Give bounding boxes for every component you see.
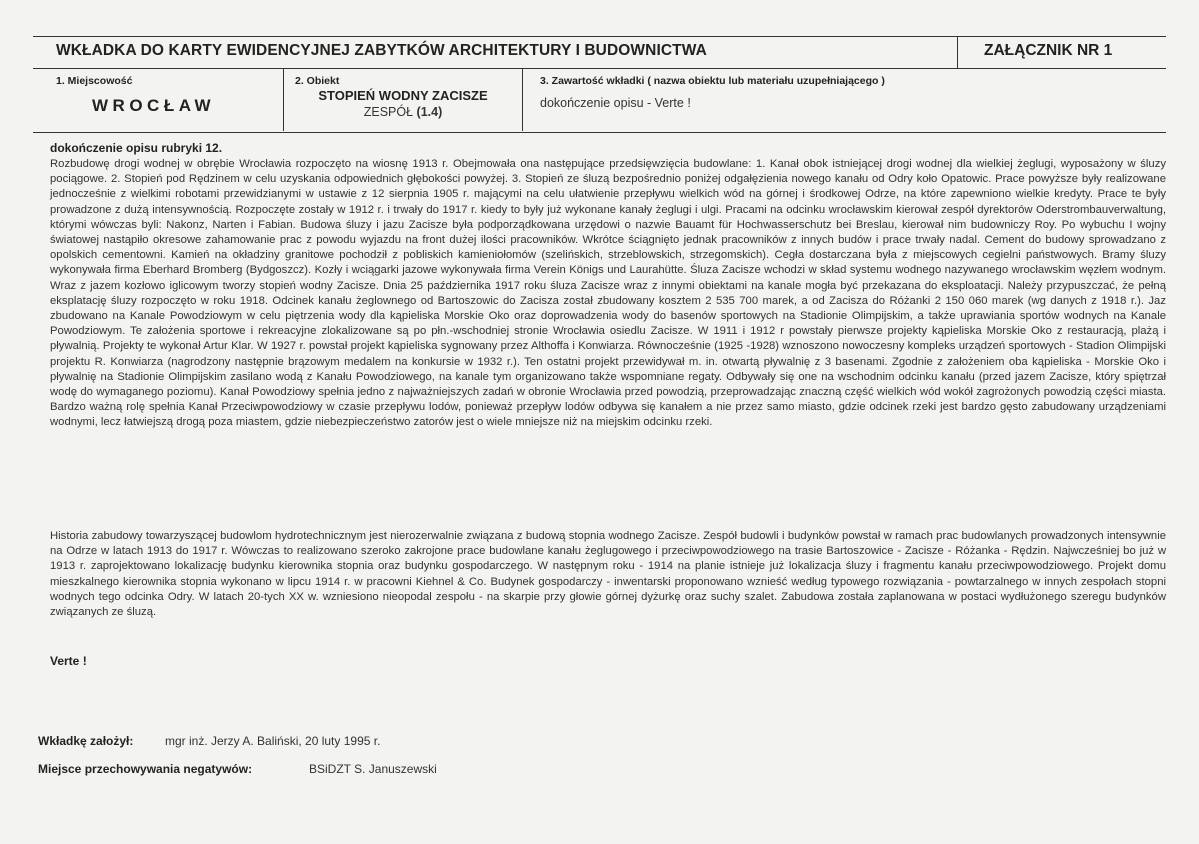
verte-note: Verte ! bbox=[50, 654, 87, 668]
location-value: WROCŁAW bbox=[92, 96, 216, 115]
header-divider bbox=[957, 36, 958, 69]
object-sub bbox=[290, 105, 516, 119]
annex-number: ZAŁĄCZNIK NR 1 bbox=[984, 42, 1113, 59]
location-label: 1. Miejscowość bbox=[56, 75, 133, 87]
author-value: mgr inż. Jerzy A. Baliński, 20 luty 1995 r. bbox=[165, 734, 381, 748]
object-name: STOPIEŃ WODNY ZACISZE bbox=[318, 88, 488, 103]
rubric-heading: dokończenie opisu rubryki 12. bbox=[50, 141, 223, 155]
object-number: (1.4) bbox=[416, 105, 443, 119]
field-divider-1 bbox=[283, 68, 284, 131]
object-sub-text: ZESPÓŁ bbox=[363, 105, 414, 119]
description-paragraph-1: Rozbudowę drogi wodnej w obrębie Wrocławia rozpoczęto na wiosnę 1913 r. Obejmowała ona następujące przedsięwzięcia budowlane: 1. Kanał obok istniejącej drogi wodnej dla wielkiej żeglugi, wyposażony w śluzy pociągowe. 2. Stopień pod Rędzinem w celu uzyskania odpowiednich głębokości powyżej. 3. Stopień ze śluzą bezpośrednio poniżej odgałęzienia nowego kanału od Odry koło Opatowic. Prace powyższe były realizowane jednocześnie z wielkimi robotami przewidzianymi w ustawie z 12 sierpnia 1905 r. mającymi na celu ułatwienie przepływu wielkich wód na górnej i środkowej Odrze, na które zapewniono wielkie kredyty. Prace te były prowadzone z dużą intensywnością. Rozpoczęte zostały w 1912 r. i trwały do 1917 r. kiedy to były już wykonane kanały żeglugi i ulgi. Pracami na odcinku wrocławskim kierował zespół dyrektorów Oderstrombauverwaltung, którymi wówczas byli: Nakonz, Narten i Fabian. Budowa śluzy i jazu Zacisze była podporządkowana urzędowi o nazwie Bauamt für Hochwasserschutz bei Breslau, kierował nim budowniczy Roy. Po wybuchu I wojny światowej nastąpiło okresowe zahamowanie prac z powodu wyjazdu na front dużej ilości pracowników. Wkrótce ściągnięto jednak pracowników z innych budów i prace trwały nadal. Cement do budowy sprowadzano z opolskich cementowni. Kamień na okładziny granitowe pochodził z pobliskich kamieniołomów (szelińskich, strzeblowskich, strzegomskich). Cegła dostarczana była z miejscowych cegielni państwowych. Bramy śluzy wykonywała firma Eberhard Bromberg (Bydgoszcz). Kozły i wciągarki jazowe wykonywała firma Verein Königs und Laurahütte. Śluza Zacisze wchodzi w skład systemu wodnego nazywanego wrocławskim węzłem wodnym. Wraz z jazem kozłowo iglicowym tworzy stopień wodny Zacisze. Dnia 25 października 1917 roku śluza Zacisze wraz z innymi obiektami na kanale mogła być przekazana do eksploatacji. Należy przypuszczać, że pełną eksplatację śluzy rozpoczęto w roku 1918. Odcinek kanału żeglownego od Bartoszowic do Zacisza został zbudowany kosztem 2 535 700 marek, a od Zacisza do Różanki 2 150 060 marek (wg danych z 1918 r.). Jaz zbudowano na Kanale Powodziowym w celu piętrzenia wody dla kąpieliska Morskie Oko oraz doprowadzenia wody do basenów sportowych na Stadionie Olimpijskim, a także uprawiania sportów wodnych na Kanale Powodziowym. Te założenia sportowe i rekreacyjne zlokalizowane są po płn.-wschodniej stronie Wrocławia osiedlu Zacisze. W 1911 i 1912 r powstały pierwsze projekty kąpieliska Morskie Oko z restauracją, plażą i pływalnią. Projekty te wykonał Artur Klar. W 1927 r. powstał projekt kąpieliska sygnowany przez Althoffa i Konwiarza. Równocześnie (1925 -1928) wznoszono nowoczesny kompleks urządzeń sportowych - Stadion Olimpijski projektu R. Konwiarza (nagrodzony następnie brązowym medalem na konkursie w 1932 r.). Ten ostatni projekt przewidywał m. in. otwartą pływalnię z 3 basenami. Zgodnie z założeniem oba kąpieliska - Morskie Oko i pływalnię na Stadionie Olimpijskim zasilano wodą z Kanału Powodziowego, na kanale tym organizowano także wspomniane regaty. Odbywały się one na wschodnim odcinku kanału (przed jazem Zacisze, który spiętrzał wodę do wymaganego poziomu). Kanał Powodziowy spełnia jedno z najważniejszych zadań w obronie Wrocławia przed powodzią, przeprowadzając znaczną część wielkich wód wokół zagrożonych powodzią części miasta. Bardzo ważną rolę spełnia Kanał Przeciwpowodziowy w czasie przepływu lodów, ponieważ przepływ lodów odbywa się kanałem a nie przez samo miasto, gdzie odcinek rzeki jest bardzo gęsto zabudowany urządzeniami wodnymi, lecz łatwiejszą drogą poza miastem, gdzie niebezpieczeństwo zatorów jest o wiele mniejsze niż na miejskim odcinku rzeki. bbox=[50, 158, 1166, 429]
content-value: dokończenie opisu - Verte ! bbox=[540, 96, 691, 110]
storage-value: BSiDZT S. Januszewski bbox=[309, 762, 437, 776]
field-divider-2 bbox=[522, 68, 523, 131]
author-label: Wkładkę założył: bbox=[38, 734, 134, 748]
content-label: 3. Zawartość wkładki ( nazwa obiektu lub materiału uzupełniającego ) bbox=[540, 75, 885, 87]
storage-label: Miejsce przechowywania negatywów: bbox=[38, 762, 253, 776]
object-label: 2. Obiekt bbox=[295, 75, 340, 87]
sheet-title: WKŁADKA DO KARTY EWIDENCYJNEJ ZABYTKÓW ARCHITEKTURY I BUDOWNICTWA bbox=[56, 42, 707, 59]
top-rule bbox=[33, 36, 1166, 37]
description-paragraph-2: Historia zabudowy towarzyszącej budowlom hydrotechnicznym jest nierozerwalnie związana z budową stopnia wodnego Zacisze. Zespół budowli i budynków powstał w ramach prac budowlanych prowadzonych intensywnie na Odrze w latach 1913 do 1917 r. Wówczas to realizowano szeroko zakrojone prace budowlane kanału żeglugowego i przeciwpowodziowego na trasie Bartoszowice - Zacisze - Różanka - Rędzin. Najwcześniej bo już w 1913 r. zaprojektowano lokalizację budynku kierownika stopnia oraz budynku gospodarczego. W następnym roku - 1914 na planie istnieje już lokalizacja śluzy i fragmentu kanału przeciwpowodziowego. Projekt domu mieszkalnego kierownika stopnia wykonano w lipcu 1914 r. w pracowni Kiehnel & Co. Budynek gospodarczy - inwentarski proponowano wznieść według typowego rozwiązania - powtarzalnego w innych zespołach stopni wodnych tego odcinka Odry. W latach 20-tych XX w. wzniesiono nieopodal zespołu - na skarpie przy głowie górnej dyżurkę oraz suchy szalet. Zabudowa została zaplanowana w postaci wydłużonego szeregu budynków związanych ze śluzą. bbox=[50, 530, 1166, 619]
